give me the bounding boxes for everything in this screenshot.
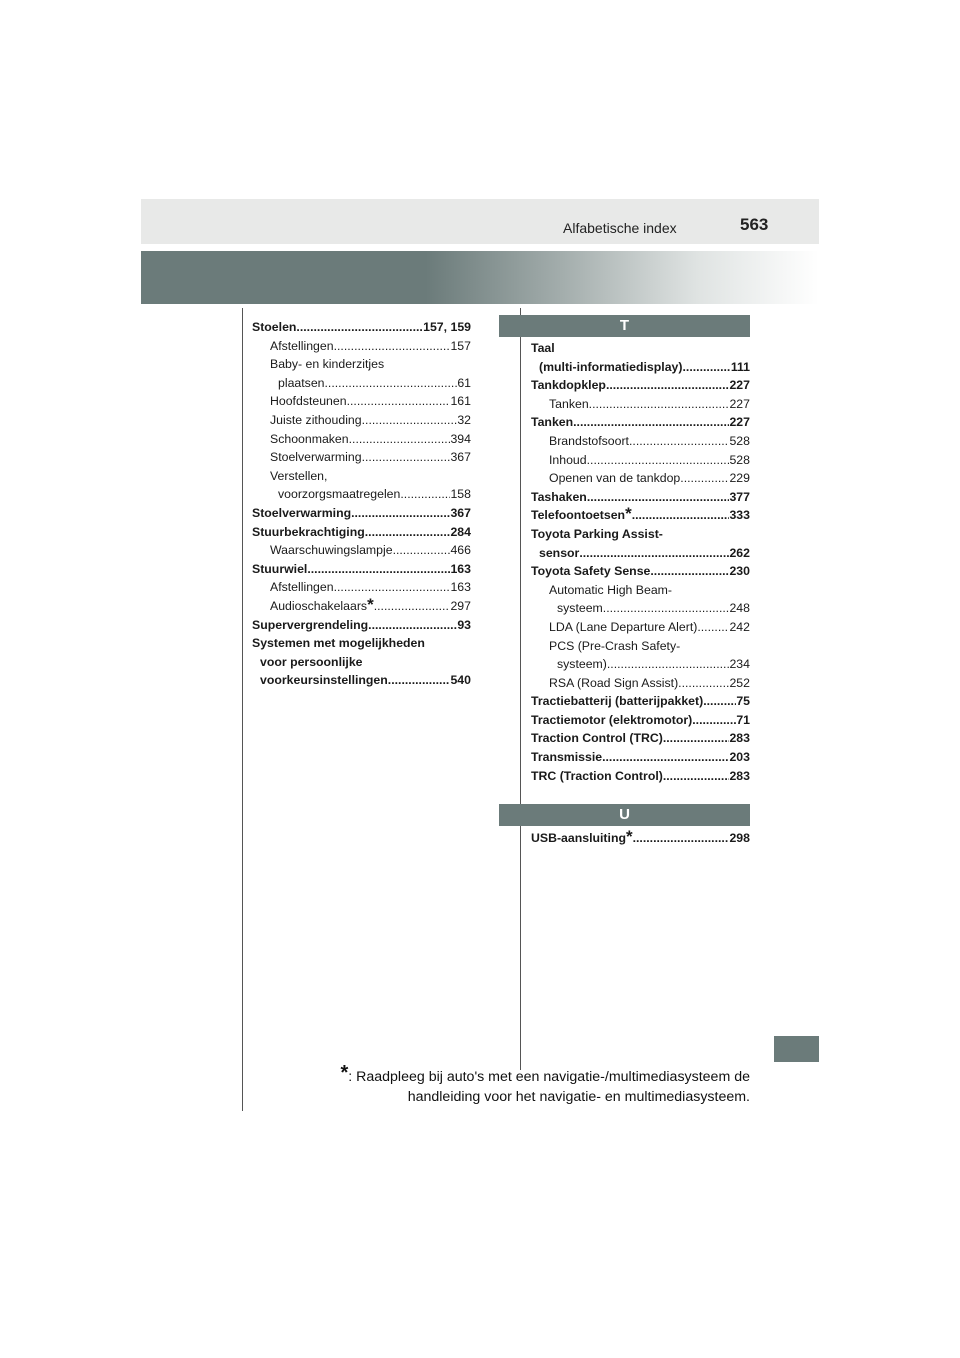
page-title: Alfabetische index [563,220,677,236]
index-entry-taal-line2: (multi-informatiedisplay) ..... 111 [531,358,750,377]
index-entry-supervergrendeling: Supervergrendeling ..... 93 [252,616,471,635]
index-entry-telefoontoetsen: Telefoontoetsen * ..... 333 [531,506,750,525]
index-entry-systemen-line2: voor persoonlijke [260,654,363,669]
index-subentry-pcs-line1: PCS (Pre-Crash Safety- [549,638,681,653]
index-entry-stuurwiel: Stuurwiel ..... 163 [252,560,471,579]
middle-column-divider [520,308,521,1070]
index-subentry-tanken: Tanken ..... 227 [531,395,750,414]
index-subentry-verstellen-line1: Verstellen, [270,468,328,483]
index-subentry-schoonmaken: Schoonmaken ..... 394 [252,430,471,449]
index-entry-stoelen: Stoelen ..... 157, 159 [252,318,471,337]
index-subentry-baby-line2: plaatsen ..... 61 [252,374,471,393]
index-entry-usb-aansluiting: USB-aansluiting * ..... 298 [531,829,750,848]
section-thumb-tab [774,1036,819,1062]
index-entry-tractiebatterij: Tractiebatterij (batterijpakket) ..... 75 [531,692,750,711]
index-subentry-rsa: RSA (Road Sign Assist) ..... 252 [531,674,750,693]
index-entry-traction-control: Traction Control (TRC) ..... 283 [531,729,750,748]
index-subentry-afstellingen: Afstellingen ..... 157 [252,337,471,356]
index-subentry-stoelverwarming: Stoelverwarming ..... 367 [252,448,471,467]
index-subentry-automatic-line2: systeem ..... 248 [531,599,750,618]
index-entry-stoelverwarming: Stoelverwarming ..... 367 [252,504,471,523]
index-subentry-juiste-zithouding: Juiste zithouding ..... 32 [252,411,471,430]
index-subentry-audioschakelaars: Audioschakelaars * ..... 297 [252,597,471,616]
index-entry-tanken: Tanken ..... 227 [531,413,750,432]
section-header-t: T [499,315,750,337]
page-number: 563 [740,215,769,234]
index-subentry-pcs-line2: systeem) ..... 234 [531,655,750,674]
index-subentry-waarschuwingslampje: Waarschuwingslampje ..... 466 [252,541,471,560]
index-entry-tashaken: Tashaken ..... 377 [531,488,750,507]
index-subentry-brandstofsoort: Brandstofsoort ..... 528 [531,432,750,451]
footnote-line1: *: Raadpleeg bij auto's met een navigatie-/multimediasysteem de [340,1062,750,1085]
index-entry-tractiemotor: Tractiemotor (elektromotor) ..... 71 [531,711,750,730]
index-subentry-baby-line1: Baby- en kinderzitjes [270,357,385,372]
index-entry-taal-line1: Taal [531,341,555,355]
index-subentry-automatic-line1: Automatic High Beam- [549,582,673,597]
index-column-right [531,339,750,785]
index-subentry-hoofdsteunen: Hoofdsteunen. ..... 161 [252,392,471,411]
index-entry-toyota-safety-sense: Toyota Safety Sense ..... 230 [531,562,750,581]
index-subentry-openen-tankdop: Openen van de tankdop ..... 229 [531,469,750,488]
index-entry-systemen-line3: voorkeursinstellingen ..... 540 [252,671,471,690]
header-bar [141,199,819,244]
index-subentry-afstellingen-stuurwiel: Afstellingen ..... 163 [252,578,471,597]
index-entry-toyota-parking-line2: sensor ..... 262 [531,544,750,563]
index-entry-stuurbekrachtiging: Stuurbekrachtiging ..... 284 [252,523,471,542]
index-entry-systemen-line1: Systemen met mogelijkheden [252,636,425,651]
index-column-u [531,829,750,848]
index-subentry-inhoud: Inhoud ..... 528 [531,451,750,470]
index-entry-toyota-parking-line1: Toyota Parking Assist- [531,526,663,541]
index-subentry-lda: LDA (Lane Departure Alert) ..... 242 [531,618,750,637]
footnote [340,1062,750,1107]
index-subentry-verstellen-line2: voorzorgsmaatregelen ..... 158 [252,485,471,504]
index-entry-transmissie: Transmissie ..... 203 [531,748,750,767]
header-gradient-band [141,251,819,304]
index-entry-trc: TRC (Traction Control) ..... 283 [531,767,750,786]
left-column-divider [242,308,243,1111]
index-entry-tankdopklep: Tankdopklep ..... 227 [531,376,750,395]
index-column-left [252,318,471,690]
footnote-line2: handleiding voor het navigatie- en multimediasysteem. [407,1089,750,1105]
footnote-asterisk: * [340,1062,349,1084]
section-header-u: U [499,804,750,826]
